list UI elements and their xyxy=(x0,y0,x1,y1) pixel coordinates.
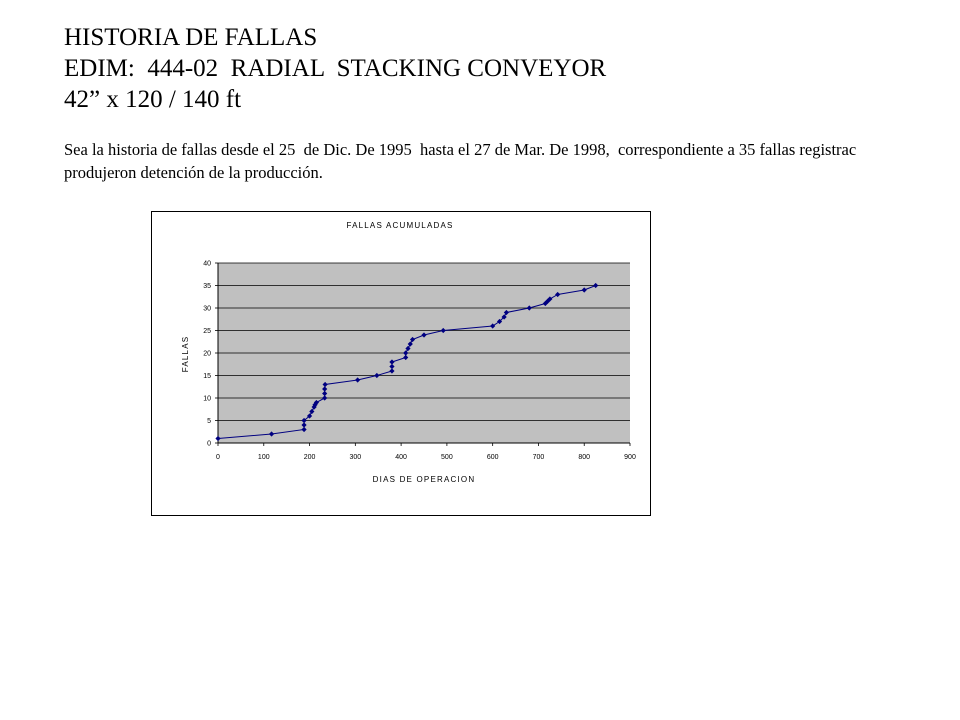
y-tick-label: 0 xyxy=(207,440,211,448)
x-tick-label: 400 xyxy=(395,454,407,461)
x-tick-label: 500 xyxy=(441,454,453,461)
y-tick-label: 15 xyxy=(203,373,211,380)
heading-title: HISTORIA DE FALLAS xyxy=(64,24,318,51)
intro-line-2: produjeron detención de la producción. xyxy=(64,163,323,182)
chart-title: FALLAS ACUMULADAS xyxy=(346,221,454,230)
y-tick-label: 35 xyxy=(203,283,211,290)
x-tick-label: 600 xyxy=(486,454,499,461)
x-tick-label: 300 xyxy=(349,454,362,461)
y-tick-label: 30 xyxy=(203,305,211,313)
x-tick-label: 700 xyxy=(532,454,545,461)
x-tick-label: 100 xyxy=(257,454,270,461)
heading-block xyxy=(64,22,606,115)
y-axis-label: FALLAS xyxy=(181,335,190,373)
x-axis-ticks xyxy=(216,443,636,461)
chart-frame xyxy=(151,211,651,516)
y-tick-label: 20 xyxy=(203,350,211,358)
y-axis-ticks xyxy=(203,261,218,448)
x-tick-label: 800 xyxy=(578,454,591,461)
y-tick-label: 10 xyxy=(203,395,211,403)
x-tick-label: 200 xyxy=(303,454,316,461)
x-tick-label: 0 xyxy=(216,454,220,461)
heading-equipment: EDIM: 444-02 RADIAL STACKING CONVEYOR xyxy=(64,55,607,82)
heading-dimensions: 42” x 120 / 140 ft xyxy=(64,86,242,113)
y-tick-label: 25 xyxy=(203,328,211,335)
x-tick-label: 900 xyxy=(624,454,636,461)
intro-paragraph xyxy=(64,138,960,184)
intro-line-1: Sea la historia de fallas desde el 25 de Dic. De 1995 hasta el 27 de Mar. De 1998, correspondiente a 35 fallas registrac xyxy=(64,140,857,159)
failures-chart xyxy=(152,212,650,515)
y-tick-label: 40 xyxy=(203,260,211,268)
y-tick-label: 5 xyxy=(207,418,211,425)
x-axis-label: DIAS DE OPERACION xyxy=(372,475,476,484)
